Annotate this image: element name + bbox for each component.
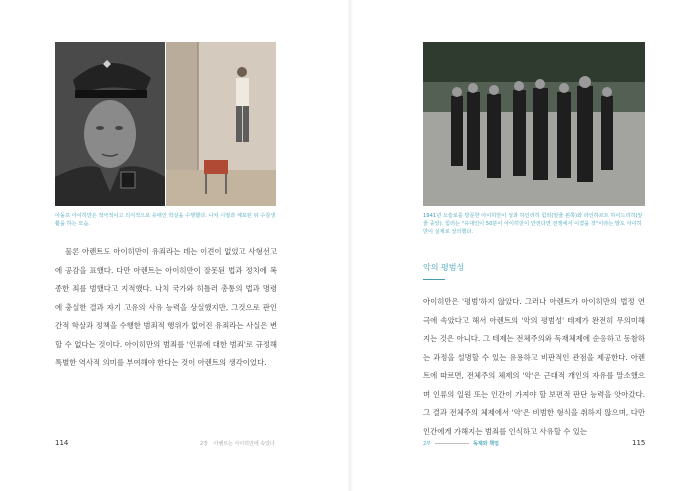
right-running-divider	[435, 443, 469, 444]
left-running-title: 아렌트는 아이히만에 속았다	[213, 441, 275, 447]
left-page-number: 114	[55, 439, 69, 447]
right-running-part: 2부	[423, 441, 432, 447]
section-heading-rule	[423, 279, 445, 280]
left-photo-caption: 아돌프 아이히만은 적극적이고 의식적으로 유태인 학살을 수행했다. 나치 시절과 체포된 뒤 수감생활을 하는 모습.	[55, 213, 276, 227]
right-paragraph: 아이히만은 '평범'하지 않았다. 그러나 아렌트가 아이히만의 법정 연극에 속았다고 해서 아렌트의 '악의 평범성' 테제가 완전히 무의미해지는 것은 아니다. 그 테제는 전체주의와 독재체제에 순응하고 동참하는 과정을 설명할 수 있는 유용하고 비판적인 관점을 제공한다. 아렌트에 따르면, 전체주의 체제의 '악'은 근대적 개인의 자유를 말소했으며 인류의 일원 또는 인간이 가져야 할 보편적 판단 능력을 앗아갔다. 그 결과 전체주의 체제에서 '악'은 비범한 형식을 취하지 않으며, 다만 인간에게 가해지는 범죄를 인식하고 사유할 수 있는	[423, 297, 645, 436]
section-heading: 악의 평범성	[423, 263, 465, 272]
right-page-number: 115	[632, 439, 646, 447]
right-running-title: 독재와 책임	[473, 441, 499, 447]
right-body-text	[423, 293, 645, 441]
officers-photo	[423, 42, 645, 206]
left-running-head	[200, 440, 275, 447]
portrait-photo	[55, 42, 165, 206]
left-paragraph: 물론 아렌트도 아이히만이 유죄라는 데는 이견이 없었고 사형선고에 공감을 표했다. 다만 아렌트는 아이히만이 잘못된 법과 정치에 복종한 죄를 범했다고 지적했다. 나치 국가와 히틀러 총통의 법과 명령에 충실한 결과 자기 고유의 사유 능력을 상실했지만, 그것으로 판인간적 학살과 정책을 수행한 범죄적 행위가 없어진 유죄라는 사실은 변할 수 없다는 것이다. 아이히만의 범죄를 '인류에 대한 범죄'로 규정해 특별한 역사적 의미를 부여해야 한다는 것이 아렌트의 생각이었다.	[55, 247, 277, 367]
left-running-chapter: 2장	[200, 441, 209, 447]
left-body-text	[55, 243, 277, 373]
right-running-head	[423, 440, 499, 447]
prison-photo	[166, 42, 276, 206]
right-photo-caption: 1941년 오슬로를 방문한 아이히만이 성과 하인리히 힘러(앞줄 왼쪽)와 라인하르트 하이드리히(앞줄 중앙). 힘러는 "유대인이 50분이 아이히만이 안전다면 전쟁에서 이겼을 것"이라는 말도 아이히만이 실제로 상의했다.	[423, 213, 643, 235]
